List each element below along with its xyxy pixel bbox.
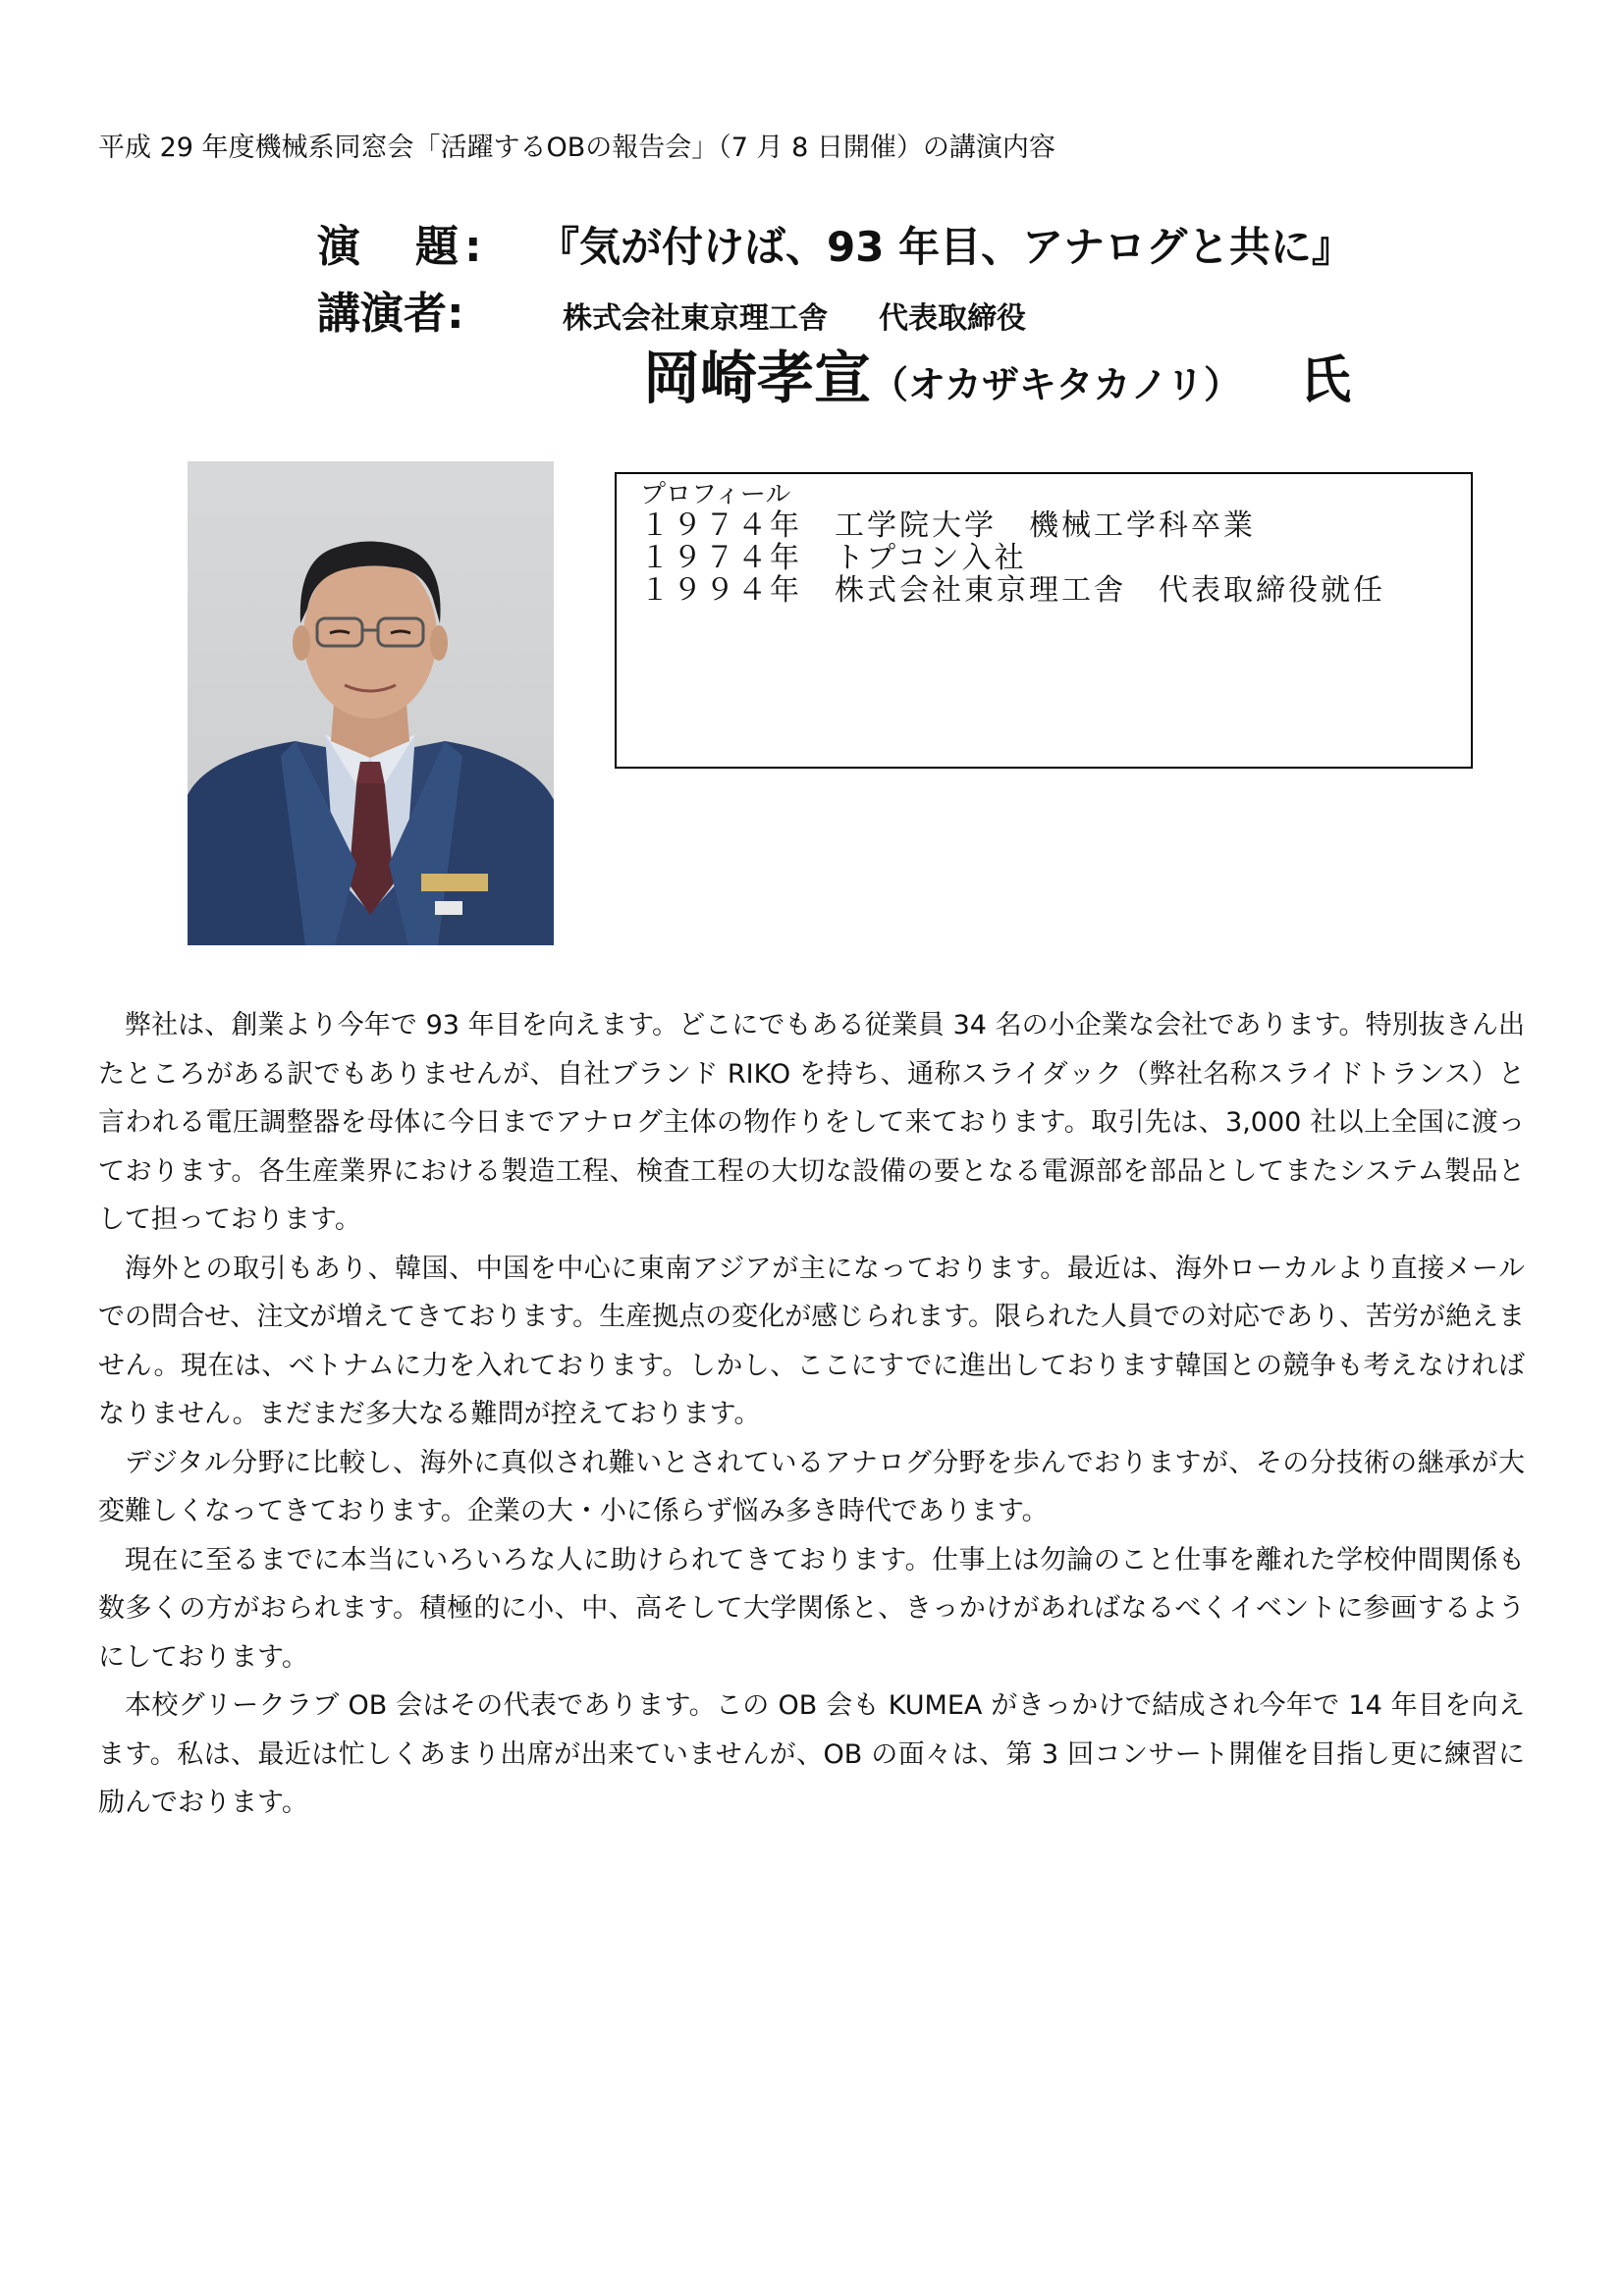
title-row: [317, 211, 1353, 274]
profile-item: １９９４年 株式会社東京理工舎 代表取締役就任: [640, 573, 1385, 608]
speaker-photo: [188, 461, 554, 945]
lecture-title: 『気が付けば、93 年目、アナログと共に』: [538, 223, 1353, 271]
lecture-body: [98, 1001, 1525, 1828]
profile-item: １９７４年 トプコン入社: [640, 541, 1027, 575]
speaker-portrait-illustration: [188, 461, 554, 945]
lecture-title-block: [317, 211, 1353, 341]
speaker-name: 岡崎孝宣: [643, 345, 872, 411]
speaker-label: 講演者:: [317, 289, 464, 339]
speaker-name-row: [643, 332, 1351, 414]
title-label: 演 題:: [317, 222, 488, 272]
body-paragraph: デジタル分野に比較し、海外に真似され難いとされているアナログ分野を歩んでおりますが、その分技術の継承が大変難しくなってきております。企業の大・小に係らず悩み多き時代であります。: [98, 1447, 1525, 1526]
speaker-name-kana: （オカザキタカノリ）: [871, 363, 1241, 406]
profile-item: １９７４年 工学院大学 機械工学科卒業: [640, 508, 1256, 543]
speaker-role: 代表取締役: [879, 301, 1026, 336]
profile-box: [615, 472, 1473, 769]
profile-heading: プロフィール: [640, 480, 791, 509]
body-paragraph: 弊社は、創業より今年で 93 年目を向えます。どこにでもある従業員 34 名の小企業な会社であります。特別抜きん出たところがある訳でもありませんが、自社ブランド RIKO を持ち、通称スライダック（弊社名称スライドトランス）と言われる電圧調整器を母体に今日までアナログ主体の物作りをして来ております。取引先は、3,000 社以上全国に渡っております。各生産業界における製造工程、検査工程の大切な設備の要となる電源部を部品としてまたシステム製品として担っております。: [98, 1010, 1525, 1235]
speaker-honorific: 氏: [1299, 351, 1351, 410]
body-paragraph: 現在に至るまでに本当にいろいろな人に助けられてきております。仕事上は勿論のこと仕事を離れた学校仲間関係も数多くの方がおられます。積極的に小、中、高そして大学関係と、きっかけがあればなるべくイベントに参画するようにしております。: [98, 1544, 1525, 1673]
body-paragraph: 本校グリークラブ OB 会はその代表であります。この OB 会も KUMEA がきっかけで結成され今年で 14 年目を向えます。私は、最近は忙しくあまり出席が出来ていませんが、OB の面々は、第 3 回コンサート開催を目指し更に練習に励んでおります。: [98, 1690, 1525, 1818]
event-header: 平成 29 年度機械系同窓会「活躍するOBの報告会」（7 月 8 日開催）の講演内容: [98, 133, 1055, 163]
body-paragraph: 海外との取引もあり、韓国、中国を中心に東南アジアが主になっております。最近は、海外ローカルより直接メールでの問合せ、注文が増えてきております。生産拠点の変化が感じられます。限られた人員での対応であり、苦労が絶えません。現在は、ベトナムに力を入れております。しかし、ここにすでに進出しております韓国との競争も考えなければなりません。まだまだ多大なる難問が控えております。: [98, 1253, 1525, 1429]
speaker-company: 株式会社東京理工舎: [563, 301, 828, 336]
